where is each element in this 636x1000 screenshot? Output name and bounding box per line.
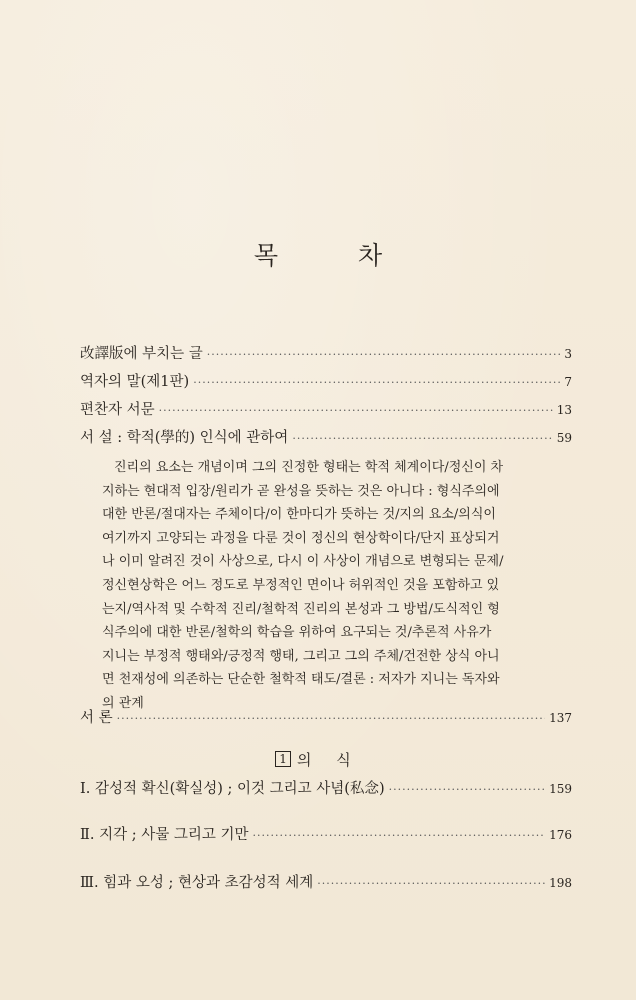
toc-entry-page: 13 xyxy=(556,403,572,417)
summary-line: 진리의 요소는 개념이며 그의 진정한 형태는 학적 체계이다/정신이 차 xyxy=(114,460,504,475)
summary-line: 정신현상학은 어느 정도로 부정적인 면이나 허위적인 것을 포함하고 있 xyxy=(102,577,500,593)
summary-line: 대한 반론/절대자는 주체이다/이 한마디가 뜻하는 것/지의 요소/의식이 xyxy=(102,507,496,523)
summary-line: 지니는 부정적 행태와/긍정적 행태, 그리고 그의 주체/건전한 상식 아니 xyxy=(102,648,500,664)
toc-entry-introduction[interactable] xyxy=(80,706,572,728)
toc-entry-label: 서 론 xyxy=(80,710,113,726)
toc-entry-page: 137 xyxy=(549,711,572,725)
section-number-box: 1 xyxy=(275,751,291,767)
toc-entry-label: 서 설 : 학적(學的) 인식에 관하여 xyxy=(80,430,289,446)
dot-leader xyxy=(292,432,552,445)
section-heading xyxy=(0,749,636,770)
dot-leader xyxy=(389,783,545,796)
summary-line: 의 관계 xyxy=(102,695,144,711)
dot-leader xyxy=(117,712,545,725)
summary-line: 면 천재성에 의존하는 단순한 철학적 태도/결론 : 저자가 지니는 독자와 xyxy=(102,672,500,688)
toc-entry-page: 159 xyxy=(549,782,572,796)
dot-leader xyxy=(252,829,545,842)
toc-entry-page: 176 xyxy=(549,828,572,842)
toc-entry-editor-preface[interactable] xyxy=(80,398,572,420)
toc-entry-chapter-3[interactable] xyxy=(80,871,572,893)
toc-entry-label: Ⅲ. 힘과 오성 ; 현상과 초감성적 세계 xyxy=(80,875,314,891)
toc-entry-translator-note[interactable] xyxy=(80,370,572,392)
summary-line: 는지/역사적 및 수학적 진리/철학적 진리의 본성과 그 방법/도식적인 형 xyxy=(102,601,500,617)
toc-entry-label: Ⅱ. 지각 ; 사물 그리고 기만 xyxy=(80,827,249,843)
summary-line: 식주의에 대한 반론/철학의 학습을 위하여 요구되는 것/추론적 사유가 xyxy=(102,625,492,641)
dot-leader xyxy=(207,348,561,361)
toc-entry-chapter-2[interactable] xyxy=(80,823,572,845)
toc-entry-page: 59 xyxy=(556,431,572,445)
toc-entry-preface[interactable] xyxy=(80,426,572,448)
toc-entry-label: Ⅰ. 감성적 확신(확실성) ; 이것 그리고 사념(私念) xyxy=(80,781,385,797)
toc-entry-preface-revised[interactable] xyxy=(80,342,572,364)
toc-entry-label: 역자의 말(제1판) xyxy=(80,374,190,390)
toc-entry-page: 198 xyxy=(549,876,572,890)
preface-summary xyxy=(80,456,570,716)
toc-entry-chapter-1[interactable] xyxy=(80,777,572,799)
dot-leader xyxy=(159,404,553,417)
toc-entry-page: 7 xyxy=(564,375,572,389)
summary-line: 지하는 현대적 입장/원리가 곧 완성을 뜻하는 것은 아니다 : 형식주의에 xyxy=(102,483,500,499)
summary-line: 나 이미 알려진 것이 사상으로, 다시 이 사상이 개념으로 변형되는 문제/ xyxy=(102,554,504,570)
toc-entry-label: 改譯版에 부치는 글 xyxy=(80,346,203,362)
dot-leader xyxy=(317,877,545,890)
summary-line: 여기까지 고양되는 과정을 다룬 것이 정신의 현상학이다/단지 표상되거 xyxy=(102,530,500,546)
toc-entry-page: 3 xyxy=(564,347,572,361)
dot-leader xyxy=(193,376,560,389)
toc-entry-label: 편찬자 서문 xyxy=(80,402,155,418)
section-title: 의 식 xyxy=(296,751,361,769)
page-title: 목 차 xyxy=(253,241,419,270)
